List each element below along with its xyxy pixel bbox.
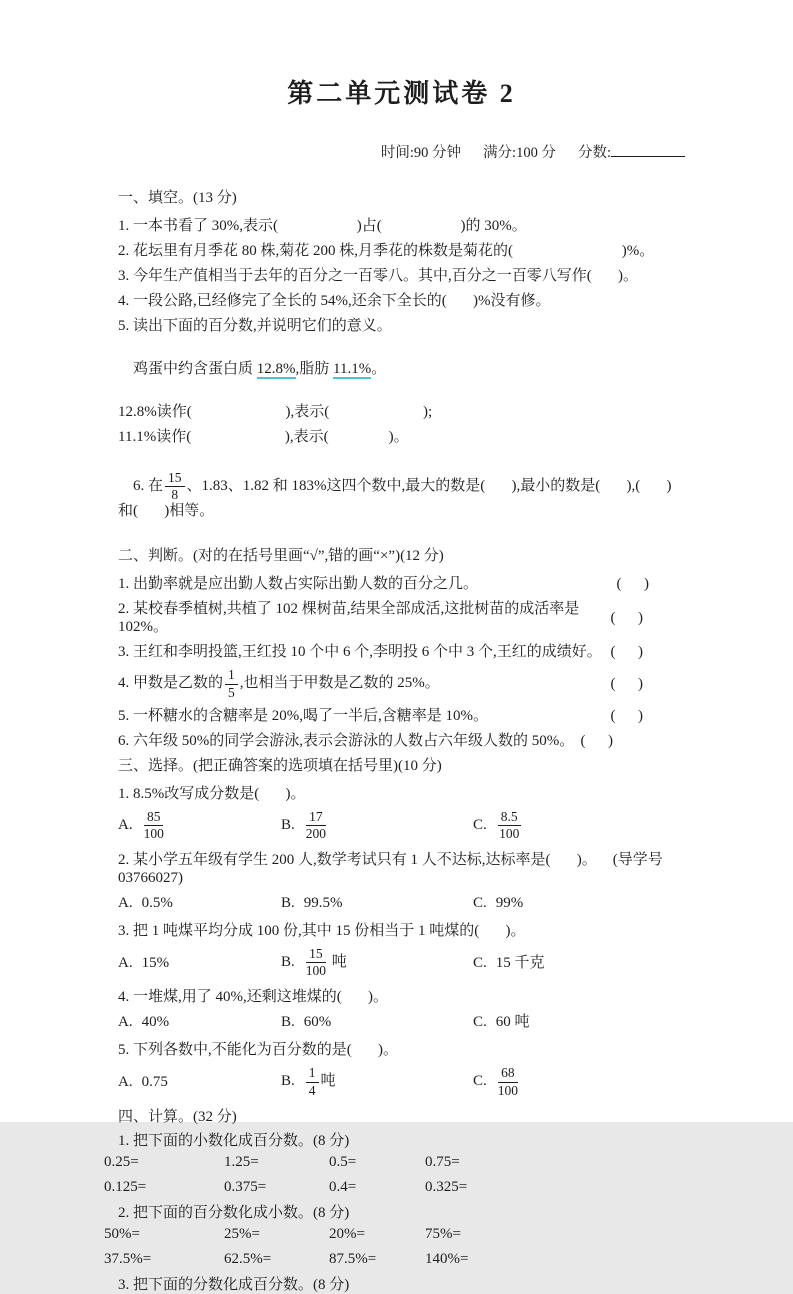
choice-q3-options bbox=[118, 947, 685, 978]
calc-sub2: 2. 把下面的百分数化成小数。(8 分) bbox=[118, 1204, 350, 1221]
calc-cell: 140%= bbox=[425, 1250, 469, 1267]
calc-cell: 1.25= bbox=[224, 1153, 259, 1170]
calc-cell: 0.5= bbox=[329, 1153, 357, 1170]
calc-cell: 0.4= bbox=[329, 1178, 357, 1195]
fraction-68-100: $\frac{68}{100}$ bbox=[497, 1065, 519, 1098]
fill-q3: 3. 今年生产值相当于去年的百分之一百零八。其中,百分之一百零八写作( )。 bbox=[118, 268, 638, 284]
option-c: C. $\frac{68}{100}$ bbox=[473, 1065, 519, 1098]
choice-q5-text: 5. 下列各数中,不能化为百分数的是( )。 bbox=[118, 1042, 398, 1059]
fill-q6-post: 、1.83、1.82 和 183%这四个数中,最大的数是( ),最小的数是( ),( )和( )相等。 bbox=[118, 478, 672, 520]
judge-item-text: 5. 一杯糖水的含糖率是 20%,喝了一半后,含糖率是 10%。 bbox=[118, 707, 488, 724]
section-heading-choice: 三、选择。(把正确答案的选项填在括号里)(10 分) bbox=[118, 757, 442, 774]
score-blank-line bbox=[611, 141, 685, 157]
choice-q2 bbox=[118, 851, 685, 912]
choice-q2-options bbox=[118, 894, 685, 912]
calc-row-percent-2 bbox=[104, 1251, 685, 1268]
calc-cell: 50%= bbox=[104, 1225, 140, 1242]
choice-q3 bbox=[118, 922, 685, 978]
choice-q2-text: 2. 某小学五年级有学生 200 人,数学考试只有 1 人不达标,达标率是( )。 (导学号 03766027) bbox=[118, 852, 678, 887]
option-a: A. 15% bbox=[118, 954, 170, 971]
choice-q1-text: 1. 8.5%改写成分数是( )。 bbox=[118, 785, 306, 802]
page-title: 第二单元测试卷 2 bbox=[287, 79, 516, 108]
option-c: C. 60 吨 bbox=[473, 1014, 530, 1031]
choice-q5-options bbox=[118, 1066, 685, 1097]
section-heading-judge: 二、判断。(对的在括号里画“√”,错的画“×”)(12 分) bbox=[118, 548, 444, 565]
judge-row bbox=[118, 707, 685, 725]
option-b: B. $\frac{1}{4}$ 吨 bbox=[281, 1065, 336, 1098]
underlined-percent-2: 11.1% bbox=[333, 361, 372, 377]
choice-q3-text: 3. 把 1 吨煤平均分成 100 份,其中 15 份相当于 1 吨煤的( )。 bbox=[118, 923, 526, 940]
daoxuehao-note: (导学号 03766027) bbox=[118, 852, 678, 887]
option-b: B. 60% bbox=[281, 1014, 332, 1031]
judge-item-text: 2. 某校春季植树,共植了 102 棵树苗,结果全部成活,这批树苗的成活率是 102%。 bbox=[118, 601, 584, 636]
calc-cell: 0.325= bbox=[425, 1178, 468, 1195]
calc-cell: 25%= bbox=[224, 1225, 260, 1242]
option-a: A. 0.75 bbox=[118, 1074, 168, 1091]
judge-item-text: 1. 出勤率就是应出勤人数占实际出勤人数的百分之几。 bbox=[118, 576, 479, 593]
fill-q1: 1. 一本书看了 30%,表示( )占( )的 30%。 bbox=[118, 218, 527, 234]
calc-cell: 0.375= bbox=[224, 1178, 267, 1195]
choice-q1-options bbox=[118, 810, 685, 841]
egg-text-mid: ,脂肪 bbox=[295, 361, 334, 377]
option-a: A. 0.5% bbox=[118, 895, 173, 912]
calc-row-percent-1 bbox=[104, 1226, 685, 1243]
option-a: A. 40% bbox=[118, 1014, 170, 1031]
egg-text-end: 。 bbox=[371, 361, 387, 377]
choice-q5 bbox=[118, 1041, 685, 1097]
choice-q4 bbox=[118, 988, 685, 1031]
option-c: C. $\frac{8.5}{100}$ bbox=[473, 808, 520, 841]
fraction-1-5: $\frac{1}{5}$ bbox=[225, 668, 238, 699]
egg-text-pre: 鸡蛋中约含蛋白质 bbox=[133, 361, 257, 377]
section-heading-calc: 四、计算。(32 分) bbox=[118, 1108, 237, 1125]
fill-q5: 5. 读出下面的百分数,并说明它们的意义。 bbox=[118, 318, 392, 334]
option-b: B. 99.5% bbox=[281, 895, 343, 912]
underlined-percent-1: 12.8% bbox=[256, 361, 296, 377]
judge-row bbox=[118, 668, 685, 699]
option-c: C. 15 千克 bbox=[473, 954, 545, 971]
meta-full-score: 满分:100 分 bbox=[483, 145, 556, 161]
fill-read-1: 12.8%读作( ),表示( ); bbox=[118, 404, 433, 420]
fraction-8p5-100: $\frac{8.5}{100}$ bbox=[499, 808, 520, 841]
calc-cell: 75%= bbox=[425, 1225, 461, 1242]
option-a: A. $\frac{85}{100}$ bbox=[118, 808, 164, 841]
meta-score-label: 分数: bbox=[577, 145, 611, 161]
calc-cell: 37.5%= bbox=[104, 1250, 152, 1267]
judge-row bbox=[118, 600, 685, 636]
option-b: B. $\frac{15}{100}$ 吨 bbox=[281, 946, 347, 979]
paper-meta bbox=[118, 124, 685, 179]
judge-item-text: 3. 王红和李明投篮,王红投 10 个中 6 个,李明投 6 个中 3 个,王红的成绩好。 bbox=[118, 644, 602, 661]
option-b: B. $\frac{17}{200}$ bbox=[281, 808, 327, 841]
fraction-15-8: $\frac{15}{8}$ bbox=[165, 471, 185, 502]
calc-cell: 62.5%= bbox=[224, 1250, 272, 1267]
fill-read-2: 11.1%读作( ),表示( )。 bbox=[118, 429, 409, 445]
answer-bracket: ( ) bbox=[610, 644, 643, 661]
fill-q2: 2. 花坛里有月季花 80 株,菊花 200 株,月季花的株数是菊花的( )%。 bbox=[118, 243, 655, 259]
fill-q6-pre: 6. 在 bbox=[133, 478, 164, 495]
calc-cell: 0.75= bbox=[425, 1153, 460, 1170]
calc-cell: 0.125= bbox=[104, 1178, 147, 1195]
fill-q6 bbox=[118, 453, 685, 538]
fill-q4: 4. 一段公路,已经修完了全长的 54%,还余下全长的( )%没有修。 bbox=[118, 293, 551, 309]
judge-row bbox=[118, 643, 685, 661]
choice-q4-options bbox=[118, 1013, 685, 1031]
judge-item-text: 6. 六年级 50%的同学会游泳,表示会游泳的人数占六年级人数的 50%。 bbox=[118, 732, 575, 749]
choice-q4-text: 4. 一堆煤,用了 40%,还剩这堆煤的( )。 bbox=[118, 989, 388, 1006]
choice-q1 bbox=[118, 785, 685, 841]
calc-sub3: 3. 把下面的分数化成百分数。(8 分) bbox=[118, 1276, 350, 1293]
fraction-85-100: $\frac{85}{100}$ bbox=[143, 808, 164, 841]
calc-cell: 20%= bbox=[329, 1225, 365, 1242]
calc-sub1: 1. 把下面的小数化成百分数。(8 分) bbox=[118, 1132, 350, 1149]
section-heading-fill: 一、填空。(13 分) bbox=[118, 190, 237, 206]
option-c: C. 99% bbox=[473, 895, 524, 912]
answer-bracket: ( ) bbox=[580, 732, 613, 749]
fraction-15-100: $\frac{15}{100}$ bbox=[305, 946, 327, 979]
judge-item-text: 4. 甲数是乙数的 $\frac{1}{5}$ ,也相当于甲数是乙数的 25%。 bbox=[118, 667, 440, 700]
judge-row bbox=[118, 575, 685, 593]
calc-cell: 87.5%= bbox=[329, 1250, 377, 1267]
meta-time: 时间:90 分钟 bbox=[380, 145, 462, 161]
answer-bracket: ( ) bbox=[610, 610, 643, 627]
fraction-1-4: $\frac{1}{4}$ bbox=[306, 1066, 319, 1097]
answer-bracket: ( ) bbox=[616, 576, 649, 593]
calc-row-decimal-1 bbox=[104, 1154, 685, 1171]
fraction-17-200: $\frac{17}{200}$ bbox=[305, 808, 327, 841]
judge-row bbox=[118, 732, 685, 750]
answer-bracket: ( ) bbox=[610, 707, 643, 724]
answer-bracket: ( ) bbox=[610, 676, 643, 693]
calc-row-decimal-2 bbox=[104, 1179, 685, 1196]
calc-cell: 0.25= bbox=[104, 1153, 139, 1170]
fill-q5-statement bbox=[118, 342, 685, 396]
